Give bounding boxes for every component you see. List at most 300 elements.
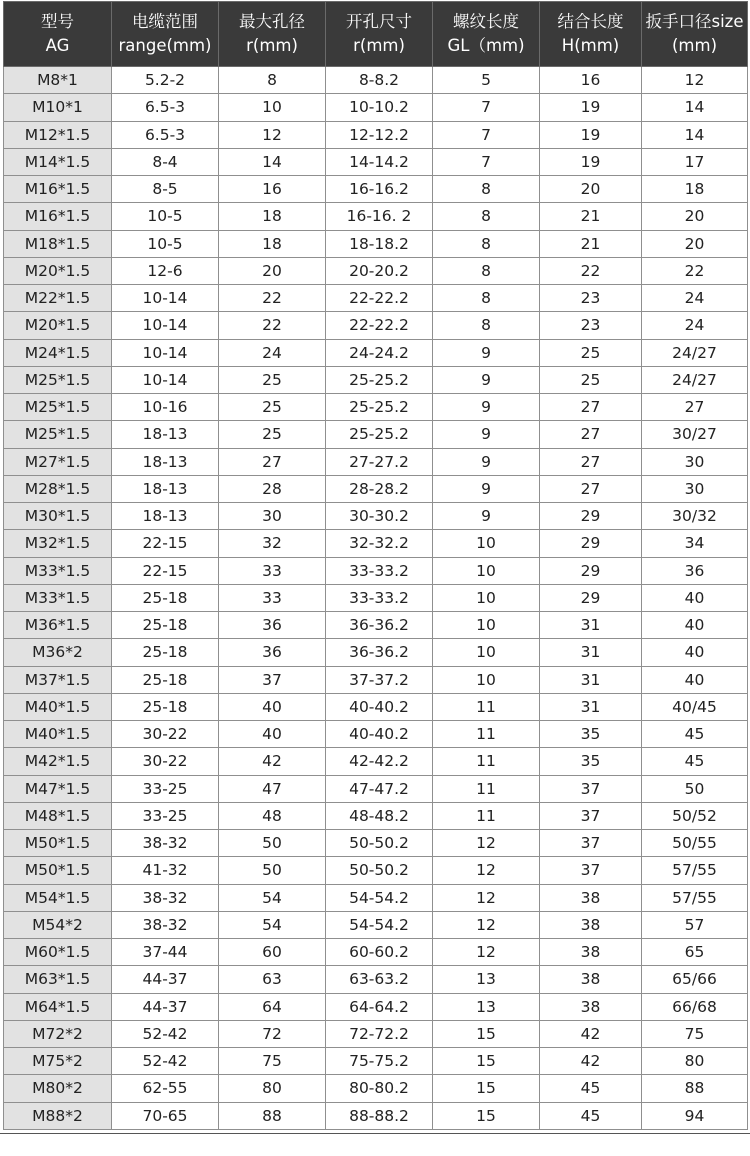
column-header-thread-length — [433, 2, 540, 67]
cell-wrench-size: 24 — [642, 285, 748, 312]
cell-engage-length: 38 — [540, 911, 642, 938]
cell-hole-size: 10-10.2 — [326, 94, 433, 121]
cell-wrench-size: 40 — [642, 639, 748, 666]
cell-cable-range: 41-32 — [112, 857, 219, 884]
cell-engage-length: 37 — [540, 857, 642, 884]
cell-wrench-size: 50 — [642, 775, 748, 802]
cell-max-hole: 27 — [219, 448, 326, 475]
cell-max-hole: 75 — [219, 1048, 326, 1075]
table-row — [4, 366, 748, 393]
cell-cable-range: 38-32 — [112, 884, 219, 911]
cell-engage-length: 19 — [540, 121, 642, 148]
cell-engage-length: 35 — [540, 721, 642, 748]
cell-hole-size: 40-40.2 — [326, 693, 433, 720]
cell-max-hole: 25 — [219, 366, 326, 393]
cell-wrench-size: 50/52 — [642, 802, 748, 829]
table-row — [4, 230, 748, 257]
cell-thread-length: 10 — [433, 612, 540, 639]
cell-hole-size: 64-64.2 — [326, 993, 433, 1020]
cell-hole-size: 25-25.2 — [326, 421, 433, 448]
cell-engage-length: 42 — [540, 1048, 642, 1075]
table-row — [4, 339, 748, 366]
table-body — [4, 67, 748, 1130]
column-header-title: 型号 — [41, 12, 74, 31]
cell-cable-range: 6.5-3 — [112, 121, 219, 148]
cell-thread-length: 9 — [433, 339, 540, 366]
cell-cable-range: 18-13 — [112, 475, 219, 502]
table-row — [4, 1020, 748, 1047]
table-row — [4, 1102, 748, 1129]
cell-model: M12*1.5 — [4, 121, 112, 148]
cell-thread-length: 13 — [433, 966, 540, 993]
cell-model: M60*1.5 — [4, 939, 112, 966]
table-row — [4, 94, 748, 121]
column-header-engage-length — [540, 2, 642, 67]
header-row — [4, 2, 748, 67]
cell-model: M25*1.5 — [4, 394, 112, 421]
cell-cable-range: 52-42 — [112, 1020, 219, 1047]
cell-hole-size: 60-60.2 — [326, 939, 433, 966]
cell-hole-size: 42-42.2 — [326, 748, 433, 775]
column-header-unit: r(mm) — [353, 36, 405, 55]
cell-engage-length: 38 — [540, 939, 642, 966]
cell-engage-length: 45 — [540, 1075, 642, 1102]
cell-hole-size: 47-47.2 — [326, 775, 433, 802]
cell-engage-length: 29 — [540, 503, 642, 530]
cell-model: M14*1.5 — [4, 148, 112, 175]
cell-engage-length: 42 — [540, 1020, 642, 1047]
cell-hole-size: 88-88.2 — [326, 1102, 433, 1129]
cell-engage-length: 19 — [540, 94, 642, 121]
table-row — [4, 857, 748, 884]
cell-model: M22*1.5 — [4, 285, 112, 312]
table-row — [4, 884, 748, 911]
cell-engage-length: 19 — [540, 148, 642, 175]
cell-thread-length: 11 — [433, 721, 540, 748]
table-row — [4, 503, 748, 530]
column-header-title: 电缆范围 — [132, 12, 198, 31]
cell-wrench-size: 45 — [642, 748, 748, 775]
cell-wrench-size: 22 — [642, 257, 748, 284]
cell-engage-length: 21 — [540, 203, 642, 230]
table-row — [4, 257, 748, 284]
bottom-divider — [0, 1133, 750, 1134]
cell-cable-range: 38-32 — [112, 830, 219, 857]
cell-thread-length: 8 — [433, 285, 540, 312]
cell-thread-length: 10 — [433, 557, 540, 584]
cell-cable-range: 25-18 — [112, 584, 219, 611]
cell-max-hole: 40 — [219, 721, 326, 748]
table-row — [4, 394, 748, 421]
column-header-max-hole — [219, 2, 326, 67]
cell-thread-length: 9 — [433, 503, 540, 530]
cell-engage-length: 29 — [540, 584, 642, 611]
cell-thread-length: 10 — [433, 530, 540, 557]
cell-cable-range: 10-5 — [112, 230, 219, 257]
cell-thread-length: 9 — [433, 475, 540, 502]
cell-thread-length: 9 — [433, 366, 540, 393]
cell-hole-size: 25-25.2 — [326, 394, 433, 421]
cell-max-hole: 12 — [219, 121, 326, 148]
cell-cable-range: 8-4 — [112, 148, 219, 175]
cell-engage-length: 25 — [540, 339, 642, 366]
cell-model: M24*1.5 — [4, 339, 112, 366]
cell-wrench-size: 40 — [642, 584, 748, 611]
cell-wrench-size: 65 — [642, 939, 748, 966]
table-row — [4, 612, 748, 639]
cell-engage-length: 45 — [540, 1102, 642, 1129]
cell-max-hole: 80 — [219, 1075, 326, 1102]
cell-hole-size: 36-36.2 — [326, 639, 433, 666]
cell-wrench-size: 34 — [642, 530, 748, 557]
column-header-cable-range — [112, 2, 219, 67]
cell-hole-size: 40-40.2 — [326, 721, 433, 748]
cell-wrench-size: 30 — [642, 448, 748, 475]
table-row — [4, 121, 748, 148]
table-row — [4, 312, 748, 339]
cell-hole-size: 54-54.2 — [326, 884, 433, 911]
cell-thread-length: 8 — [433, 203, 540, 230]
cell-max-hole: 32 — [219, 530, 326, 557]
cell-max-hole: 16 — [219, 176, 326, 203]
cell-model: M48*1.5 — [4, 802, 112, 829]
cell-thread-length: 11 — [433, 775, 540, 802]
cell-engage-length: 38 — [540, 993, 642, 1020]
cell-wrench-size: 24/27 — [642, 366, 748, 393]
cell-engage-length: 31 — [540, 612, 642, 639]
cell-max-hole: 60 — [219, 939, 326, 966]
cell-max-hole: 33 — [219, 557, 326, 584]
table-row — [4, 448, 748, 475]
cell-engage-length: 20 — [540, 176, 642, 203]
cell-engage-length: 23 — [540, 285, 642, 312]
cell-cable-range: 44-37 — [112, 966, 219, 993]
cell-model: M36*1.5 — [4, 612, 112, 639]
cell-hole-size: 16-16.2 — [326, 176, 433, 203]
cell-wrench-size: 45 — [642, 721, 748, 748]
cell-max-hole: 10 — [219, 94, 326, 121]
table-row — [4, 285, 748, 312]
cell-cable-range: 10-14 — [112, 339, 219, 366]
cell-thread-length: 8 — [433, 176, 540, 203]
cell-thread-length: 9 — [433, 421, 540, 448]
table-row — [4, 421, 748, 448]
cell-cable-range: 18-13 — [112, 448, 219, 475]
cell-engage-length: 16 — [540, 67, 642, 94]
cell-thread-length: 11 — [433, 748, 540, 775]
cell-cable-range: 33-25 — [112, 802, 219, 829]
cell-model: M50*1.5 — [4, 857, 112, 884]
cell-thread-length: 12 — [433, 911, 540, 938]
table-row — [4, 1048, 748, 1075]
table-row — [4, 148, 748, 175]
cell-model: M36*2 — [4, 639, 112, 666]
cell-thread-length: 15 — [433, 1020, 540, 1047]
table-row — [4, 557, 748, 584]
cell-engage-length: 38 — [540, 884, 642, 911]
cell-max-hole: 25 — [219, 421, 326, 448]
cell-engage-length: 25 — [540, 366, 642, 393]
cell-wrench-size: 14 — [642, 121, 748, 148]
cell-max-hole: 48 — [219, 802, 326, 829]
column-header-unit: H(mm) — [561, 36, 620, 55]
cell-thread-length: 15 — [433, 1075, 540, 1102]
cell-model: M42*1.5 — [4, 748, 112, 775]
column-header-unit: r(mm) — [246, 36, 298, 55]
cell-engage-length: 31 — [540, 693, 642, 720]
cell-wrench-size: 80 — [642, 1048, 748, 1075]
table-row — [4, 721, 748, 748]
cell-thread-length: 15 — [433, 1102, 540, 1129]
cell-hole-size: 22-22.2 — [326, 312, 433, 339]
cell-thread-length: 5 — [433, 67, 540, 94]
cell-wrench-size: 57/55 — [642, 884, 748, 911]
cell-max-hole: 54 — [219, 911, 326, 938]
cell-max-hole: 22 — [219, 312, 326, 339]
table-row — [4, 966, 748, 993]
cell-hole-size: 30-30.2 — [326, 503, 433, 530]
cell-model: M27*1.5 — [4, 448, 112, 475]
cell-hole-size: 8-8.2 — [326, 67, 433, 94]
cell-hole-size: 50-50.2 — [326, 830, 433, 857]
cell-max-hole: 22 — [219, 285, 326, 312]
cell-max-hole: 64 — [219, 993, 326, 1020]
cell-cable-range: 18-13 — [112, 503, 219, 530]
cell-thread-length: 15 — [433, 1048, 540, 1075]
cell-engage-length: 37 — [540, 775, 642, 802]
table-row — [4, 203, 748, 230]
cell-thread-length: 8 — [433, 257, 540, 284]
table-row — [4, 911, 748, 938]
column-header-wrench-size — [642, 2, 748, 67]
cell-wrench-size: 24/27 — [642, 339, 748, 366]
cell-thread-length: 8 — [433, 230, 540, 257]
cell-max-hole: 88 — [219, 1102, 326, 1129]
cell-engage-length: 35 — [540, 748, 642, 775]
cell-cable-range: 5.2-2 — [112, 67, 219, 94]
cell-hole-size: 27-27.2 — [326, 448, 433, 475]
cell-thread-length: 7 — [433, 121, 540, 148]
cell-model: M40*1.5 — [4, 721, 112, 748]
cell-max-hole: 25 — [219, 394, 326, 421]
cell-engage-length: 22 — [540, 257, 642, 284]
cell-model: M54*1.5 — [4, 884, 112, 911]
cell-cable-range: 30-22 — [112, 721, 219, 748]
table-row — [4, 1075, 748, 1102]
table-row — [4, 176, 748, 203]
cell-thread-length: 11 — [433, 802, 540, 829]
cell-hole-size: 33-33.2 — [326, 557, 433, 584]
table-row — [4, 666, 748, 693]
cell-cable-range: 25-18 — [112, 639, 219, 666]
cell-thread-length: 9 — [433, 448, 540, 475]
cell-max-hole: 47 — [219, 775, 326, 802]
cell-hole-size: 48-48.2 — [326, 802, 433, 829]
cell-cable-range: 6.5-3 — [112, 94, 219, 121]
cell-cable-range: 30-22 — [112, 748, 219, 775]
column-header-title: 结合长度 — [557, 12, 624, 31]
column-header-unit: AG — [45, 36, 70, 55]
cell-thread-length: 8 — [433, 312, 540, 339]
cell-thread-length: 12 — [433, 857, 540, 884]
cell-wrench-size: 24 — [642, 312, 748, 339]
cell-wrench-size: 14 — [642, 94, 748, 121]
table-row — [4, 939, 748, 966]
cell-hole-size: 32-32.2 — [326, 530, 433, 557]
cell-max-hole: 54 — [219, 884, 326, 911]
column-header-unit: GL（mm) — [447, 36, 525, 55]
table-row — [4, 993, 748, 1020]
cell-thread-length: 10 — [433, 639, 540, 666]
table-row — [4, 748, 748, 775]
table-row — [4, 639, 748, 666]
cell-model: M8*1 — [4, 67, 112, 94]
cell-engage-length: 37 — [540, 802, 642, 829]
cell-engage-length: 31 — [540, 639, 642, 666]
cell-model: M25*1.5 — [4, 366, 112, 393]
cell-model: M88*2 — [4, 1102, 112, 1129]
cell-wrench-size: 65/66 — [642, 966, 748, 993]
cell-model: M37*1.5 — [4, 666, 112, 693]
cell-engage-length: 27 — [540, 448, 642, 475]
cell-engage-length: 27 — [540, 421, 642, 448]
cell-cable-range: 37-44 — [112, 939, 219, 966]
cell-cable-range: 8-5 — [112, 176, 219, 203]
cell-cable-range: 10-5 — [112, 203, 219, 230]
cell-model: M25*1.5 — [4, 421, 112, 448]
cell-model: M33*1.5 — [4, 584, 112, 611]
cell-cable-range: 18-13 — [112, 421, 219, 448]
cell-max-hole: 8 — [219, 67, 326, 94]
column-header-title: 扳手口径size — [645, 12, 744, 31]
column-header-hole-size — [326, 2, 433, 67]
cell-thread-length: 7 — [433, 94, 540, 121]
cell-cable-range: 10-14 — [112, 285, 219, 312]
cell-thread-length: 11 — [433, 693, 540, 720]
cell-wrench-size: 30/27 — [642, 421, 748, 448]
cell-cable-range: 25-18 — [112, 693, 219, 720]
cell-hole-size: 16-16. 2 — [326, 203, 433, 230]
cell-cable-range: 33-25 — [112, 775, 219, 802]
cell-model: M30*1.5 — [4, 503, 112, 530]
cell-wrench-size: 88 — [642, 1075, 748, 1102]
cell-thread-length: 7 — [433, 148, 540, 175]
cell-max-hole: 37 — [219, 666, 326, 693]
cell-wrench-size: 30 — [642, 475, 748, 502]
cell-cable-range: 22-15 — [112, 530, 219, 557]
column-header-unit: range(mm) — [118, 36, 212, 55]
cell-cable-range: 38-32 — [112, 911, 219, 938]
column-header-title: 最大孔径 — [239, 12, 305, 31]
cell-model: M32*1.5 — [4, 530, 112, 557]
cell-max-hole: 50 — [219, 857, 326, 884]
cell-model: M20*1.5 — [4, 312, 112, 339]
cell-wrench-size: 27 — [642, 394, 748, 421]
cell-thread-length: 10 — [433, 666, 540, 693]
cell-hole-size: 25-25.2 — [326, 366, 433, 393]
table-row — [4, 584, 748, 611]
cell-hole-size: 75-75.2 — [326, 1048, 433, 1075]
cell-wrench-size: 66/68 — [642, 993, 748, 1020]
cell-engage-length: 29 — [540, 557, 642, 584]
cell-model: M40*1.5 — [4, 693, 112, 720]
cell-max-hole: 33 — [219, 584, 326, 611]
table-header — [4, 2, 748, 67]
cell-engage-length: 21 — [540, 230, 642, 257]
cell-max-hole: 36 — [219, 612, 326, 639]
cell-wrench-size: 94 — [642, 1102, 748, 1129]
cell-hole-size: 20-20.2 — [326, 257, 433, 284]
cell-engage-length: 31 — [540, 666, 642, 693]
cell-max-hole: 42 — [219, 748, 326, 775]
cell-wrench-size: 20 — [642, 203, 748, 230]
cell-wrench-size: 50/55 — [642, 830, 748, 857]
cell-hole-size: 36-36.2 — [326, 612, 433, 639]
cell-model: M63*1.5 — [4, 966, 112, 993]
cell-engage-length: 38 — [540, 966, 642, 993]
cell-cable-range: 12-6 — [112, 257, 219, 284]
cell-engage-length: 27 — [540, 475, 642, 502]
cell-max-hole: 40 — [219, 693, 326, 720]
cell-model: M16*1.5 — [4, 203, 112, 230]
cell-cable-range: 10-14 — [112, 312, 219, 339]
cell-max-hole: 24 — [219, 339, 326, 366]
cell-wrench-size: 40/45 — [642, 693, 748, 720]
cell-hole-size: 37-37.2 — [326, 666, 433, 693]
cell-cable-range: 10-16 — [112, 394, 219, 421]
cell-wrench-size: 40 — [642, 612, 748, 639]
cell-max-hole: 63 — [219, 966, 326, 993]
cell-wrench-size: 20 — [642, 230, 748, 257]
cell-cable-range: 10-14 — [112, 366, 219, 393]
cell-max-hole: 14 — [219, 148, 326, 175]
cell-wrench-size: 17 — [642, 148, 748, 175]
table-row — [4, 802, 748, 829]
cell-max-hole: 30 — [219, 503, 326, 530]
table-row — [4, 530, 748, 557]
cell-cable-range: 25-18 — [112, 666, 219, 693]
cell-engage-length: 23 — [540, 312, 642, 339]
cell-hole-size: 63-63.2 — [326, 966, 433, 993]
cell-max-hole: 18 — [219, 230, 326, 257]
table-row — [4, 693, 748, 720]
cell-max-hole: 50 — [219, 830, 326, 857]
cell-hole-size: 50-50.2 — [326, 857, 433, 884]
cell-hole-size: 33-33.2 — [326, 584, 433, 611]
cell-model: M50*1.5 — [4, 830, 112, 857]
cell-wrench-size: 75 — [642, 1020, 748, 1047]
cell-cable-range: 52-42 — [112, 1048, 219, 1075]
cell-model: M72*2 — [4, 1020, 112, 1047]
cell-model: M16*1.5 — [4, 176, 112, 203]
cell-engage-length: 29 — [540, 530, 642, 557]
cell-model: M28*1.5 — [4, 475, 112, 502]
cell-model: M64*1.5 — [4, 993, 112, 1020]
cell-hole-size: 24-24.2 — [326, 339, 433, 366]
cell-cable-range: 44-37 — [112, 993, 219, 1020]
cell-model: M33*1.5 — [4, 557, 112, 584]
cell-thread-length: 12 — [433, 884, 540, 911]
cell-model: M18*1.5 — [4, 230, 112, 257]
cell-max-hole: 72 — [219, 1020, 326, 1047]
cell-model: M20*1.5 — [4, 257, 112, 284]
cell-max-hole: 20 — [219, 257, 326, 284]
table-row — [4, 475, 748, 502]
cell-hole-size: 80-80.2 — [326, 1075, 433, 1102]
cell-engage-length: 27 — [540, 394, 642, 421]
column-header-model — [4, 2, 112, 67]
cell-model: M80*2 — [4, 1075, 112, 1102]
